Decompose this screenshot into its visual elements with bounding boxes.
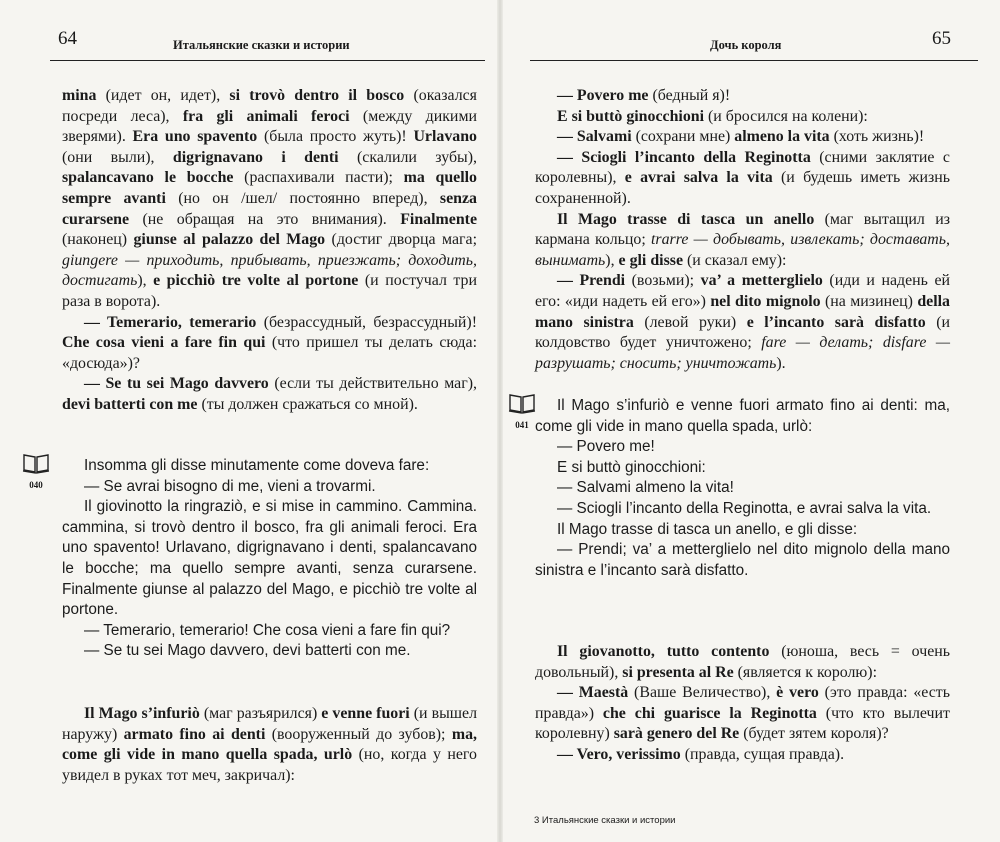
paragraph: — Sciogli l’incanto della Reginotta, e avrai salva la vita. bbox=[557, 499, 932, 517]
paragraph: — Prendi; va’ a metterglielo nel dito mignolo della mano sinistra e l’incanto sarà disfatto. bbox=[535, 541, 950, 579]
left-page-number: 64 bbox=[58, 28, 77, 49]
track-number: 040 bbox=[29, 480, 43, 490]
left-running-title: Итальянские сказки и истории bbox=[173, 38, 350, 52]
right-italian-block-1 bbox=[535, 396, 950, 581]
paragraph: Insomma gli disse minutamente come doveva fare: bbox=[84, 457, 430, 474]
paragraph: mina (идет он, идет), si trovò dentro il bosco (оказался посреди леса), fra gli animali feroci (между дикими зверями). Era uno spavento (была просто жуть)! Urlavano (они выли), digrignavano i denti (скалили зубы), spalancavano le bocche (распахивали пасти); ma quello sempre avanti (но он /шел/ постоянно вперед), senza curarsene (не обращая на это внимания). Finalmente (наконец) giunse al palazzo del Mago (достиг дворца мага; giungere — приходить, прибывать, приезжать; доходить, достигать), e picchiò tre volte al portone (и постучал три раза в ворота). bbox=[62, 87, 478, 310]
paragraph: E si buttò ginocchioni (и бросился на колени): bbox=[557, 107, 868, 125]
open-book-icon bbox=[22, 452, 50, 474]
left-bilingual-block-1 bbox=[62, 86, 477, 416]
paragraph: — Se tu sei Mago davvero (если ты действительно маг), devi batterti con me (ты должен сражаться со мной). bbox=[62, 375, 478, 413]
left-header-rule bbox=[50, 60, 485, 61]
paragraph: E si buttò ginocchioni: bbox=[557, 458, 706, 476]
right-page bbox=[500, 0, 1000, 842]
paragraph: — Se avrai bisogno di me, vieni a trovarmi. bbox=[84, 477, 376, 495]
right-bilingual-block-2 bbox=[535, 642, 950, 766]
left-italian-block-1 bbox=[62, 456, 477, 662]
paragraph: — Salvami (сохрани мне) almeno la vita (хоть жизнь)! bbox=[557, 128, 925, 146]
paragraph: — Povero me! bbox=[557, 438, 655, 456]
open-book-icon bbox=[508, 392, 536, 414]
paragraph: — Temerario, temerario! Che cosa vieni a fare fin qui? bbox=[84, 621, 451, 639]
paragraph: — Povero me (бедный я)! bbox=[557, 87, 731, 104]
paragraph: Il Mago s’infuriò (маг разъярился) e venne fuori (и вышел наружу) armato fino ai denti (вооруженный до зубов); ma, come gli vide in mano quella spada, urlò (но, когда у него увидел в руках тот меч, закричал): bbox=[62, 705, 477, 784]
paragraph: Il giovanotto, tutto contento (юноша, весь = очень довольный), si presenta al Re (является к королю): bbox=[535, 643, 951, 681]
left-audio-marker bbox=[22, 452, 50, 490]
paragraph: — Temerario, temerario (безрассудный, безрассудный)! Che cosa vieni a fare fin qui (что пришел ты делать сюда: «досюда»)? bbox=[62, 313, 477, 372]
paragraph: Il Mago s’infuriò e venne fuori armato fino ai denti: ma, come gli vide in mano quella spada, urlò: bbox=[535, 397, 950, 435]
paragraph: — Vero, verissimo (правда, сущая правда). bbox=[557, 745, 845, 763]
paragraph: — Se tu sei Mago davvero, devi batterti con me. bbox=[84, 642, 411, 660]
right-header-rule bbox=[530, 60, 978, 61]
right-bilingual-block-1 bbox=[535, 86, 950, 374]
right-running-title: Дочь короля bbox=[710, 38, 782, 52]
track-number: 041 bbox=[515, 420, 529, 430]
paragraph: — Maestà (Ваше Величество), è vero (это правда: «есть правда») che chi guarisce la Reginotta (что кто вылечит королевну) sarà genero del Re (будет зятем короля)? bbox=[535, 684, 950, 743]
left-bilingual-block-2 bbox=[62, 704, 477, 786]
paragraph: Il giovinotto la ringraziò, e si mise in cammino. Cammina. cammina, si trovò dentro il bosco, fra gli animali feroci. Era uno spavento! Urlavano, digrignavano i denti, spalancavano le bocche; ma quello sempre avanti, senza curarsene. Finalmente giunse al palazzo del Mago, e picchiò tre volte al portone. bbox=[62, 498, 477, 619]
paragraph: — Prendi (возьми); va’ a metterglielo (иди и надень ей его: «иди надеть ей его») nel dito mignolo (на мизинец) della mano sinistra (левой руки) e l’incanto sarà disfatto (и колдовство будет уничтожено; fare — делать; disfare — разрушать; сносить; уничтожать). bbox=[535, 272, 951, 372]
paragraph: Il Mago trasse di tasca un anello, e gli disse: bbox=[557, 520, 858, 538]
right-audio-marker bbox=[508, 392, 536, 430]
paragraph: — Salvami almeno la vita! bbox=[557, 479, 734, 497]
right-page-number: 65 bbox=[932, 28, 951, 49]
page-footer: 3 Итальянские сказки и истории bbox=[534, 815, 676, 826]
paragraph: — Sciogli l’incanto della Reginotta (сними заклятие с королевны), e avrai salva la vita (и будешь иметь жизнь сохраненной). bbox=[535, 148, 951, 207]
paragraph: Il Mago trasse di tasca un anello (маг вытащил из кармана кольцо; trarre — добывать, извлекать; доставать, вынимать), e gli disse (и сказал ему): bbox=[535, 210, 950, 269]
